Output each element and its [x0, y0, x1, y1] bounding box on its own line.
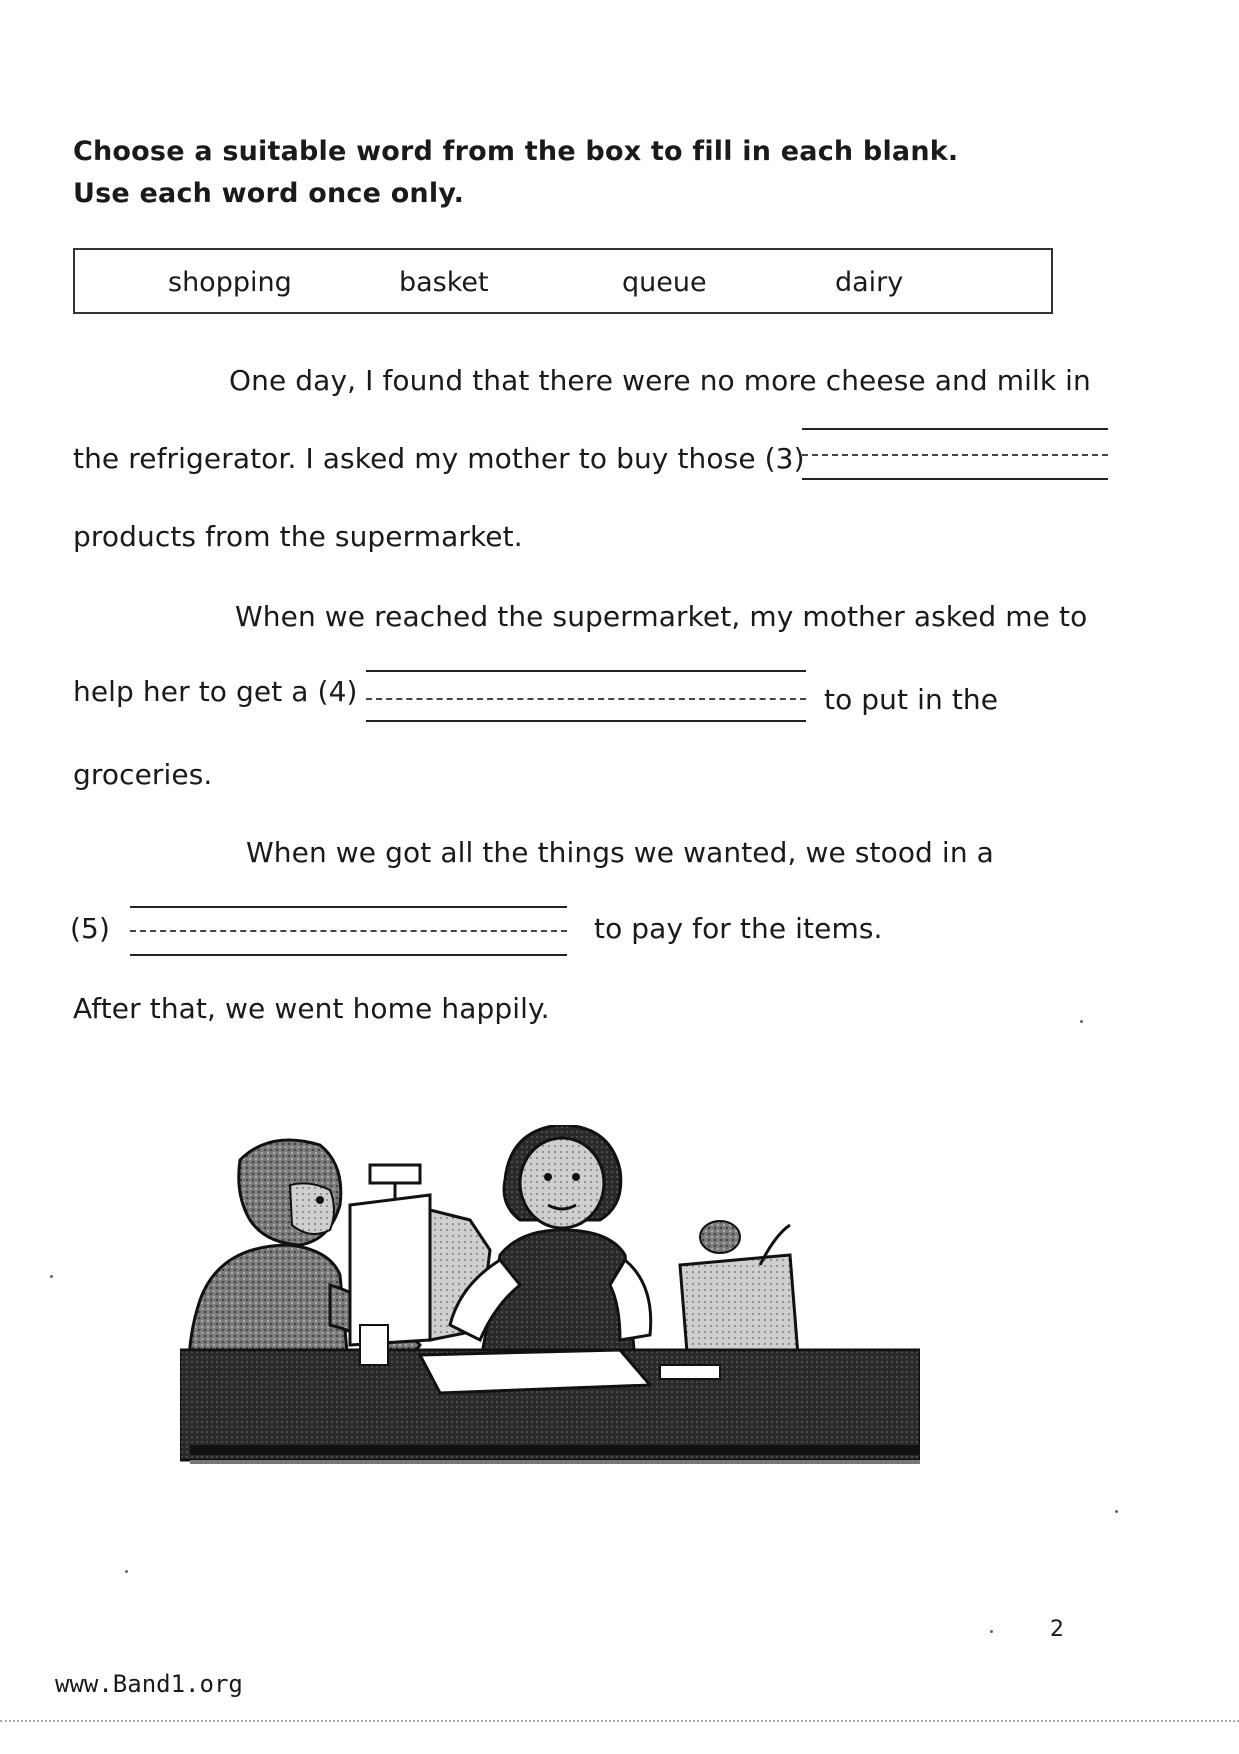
word-option-4: dairy	[835, 267, 904, 298]
word-option-3: queue	[622, 267, 707, 298]
word-option-2: basket	[399, 267, 489, 298]
answer-blank-5[interactable]	[130, 906, 567, 956]
answer-blank-4[interactable]	[366, 670, 806, 722]
scan-speck	[1115, 1510, 1118, 1513]
scan-speck	[990, 1630, 993, 1633]
passage-p1-line-1: One day, I found that there were no more cheese and milk in	[229, 364, 1091, 397]
scan-speck	[1080, 1020, 1083, 1023]
scan-edge-line	[0, 1720, 1239, 1722]
passage-p3-line-2a: (5)	[70, 912, 110, 945]
passage-p2-line-2a: help her to get a (4)	[73, 675, 358, 708]
instruction-line-1: Choose a suitable word from the box to fill in each blank.	[73, 136, 959, 167]
passage-p2-line-3: groceries.	[73, 758, 213, 791]
instruction-line-2: Use each word once only.	[73, 178, 465, 209]
passage-p3-line-3: After that, we went home happily.	[73, 992, 550, 1025]
checkout-illustration	[180, 1125, 920, 1480]
passage-p2-line-2b: to put in the	[824, 683, 999, 716]
passage-p1-line-3: products from the supermarket.	[73, 520, 523, 553]
scan-speck	[50, 1275, 53, 1278]
page-number: 2	[1050, 1617, 1064, 1642]
passage-p2-line-1: When we reached the supermarket, my mother asked me to	[235, 600, 1088, 633]
footer-url[interactable]: www.Band1.org	[55, 1670, 243, 1698]
scan-speck	[125, 1570, 128, 1573]
word-option-1: shopping	[168, 267, 292, 298]
passage-p3-line-1: When we got all the things we wanted, we stood in a	[246, 836, 994, 869]
word-box	[73, 248, 1053, 314]
passage-p3-line-2b: to pay for the items.	[594, 912, 883, 945]
answer-blank-3[interactable]	[802, 428, 1108, 480]
passage-p1-line-2: the refrigerator. I asked my mother to buy those (3)	[73, 442, 805, 475]
